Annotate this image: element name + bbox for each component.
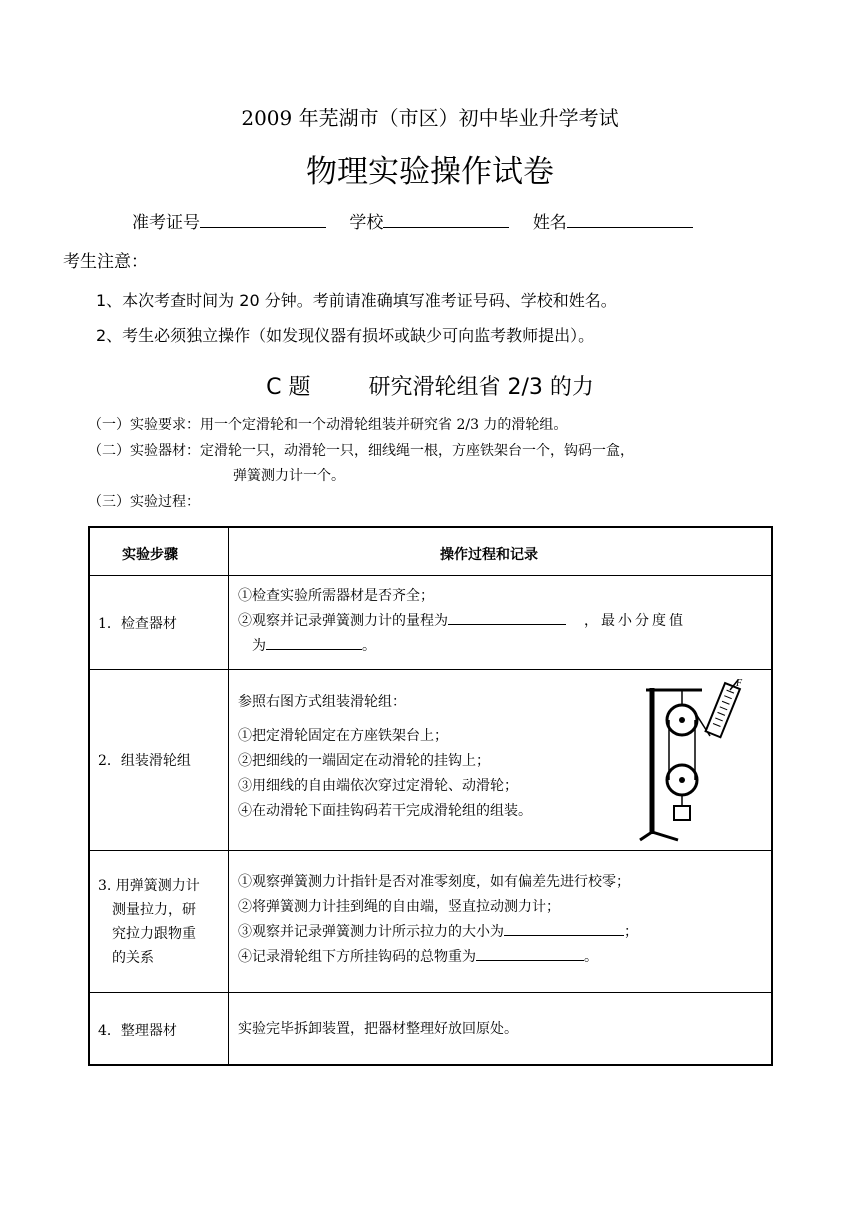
step-name bbox=[98, 874, 226, 970]
notice-item: 2、考生必须独立操作（如发现仪器有损坏或缺少可向监考教师提出）。 bbox=[96, 326, 595, 345]
name-label: 姓名 bbox=[532, 213, 567, 233]
step-op: 参照右图方式组装滑轮组： bbox=[238, 694, 406, 710]
row-divider bbox=[90, 669, 771, 670]
pull-force-blank[interactable] bbox=[504, 921, 624, 936]
header-operation: 操作过程和记录 bbox=[440, 547, 538, 563]
stand-base bbox=[640, 832, 678, 840]
notice-heading: 考生注意： bbox=[63, 252, 148, 272]
op-text: ，最小分度值 bbox=[584, 613, 686, 629]
step-op: ②将弹簧测力计挂到绳的自由端，竖直拉动测力计； bbox=[238, 899, 560, 915]
question-title bbox=[0, 370, 860, 401]
name-blank[interactable] bbox=[567, 213, 693, 228]
step-name-line: 测量拉力，研 bbox=[112, 902, 196, 918]
paper-title: 物理实验操作试卷 bbox=[306, 154, 554, 190]
range-blank[interactable] bbox=[448, 610, 566, 625]
step-name: 2．组装滑轮组 bbox=[98, 753, 191, 769]
step-op: ④在动滑轮下面挂钩码若干完成滑轮组的组装。 bbox=[238, 803, 532, 819]
weight bbox=[674, 806, 690, 820]
fixed-pulley-axle bbox=[679, 717, 685, 723]
school-field[interactable] bbox=[349, 213, 509, 233]
row-divider bbox=[90, 992, 771, 993]
step-op: 实验完毕拆卸装置，把器材整理好放回原处。 bbox=[238, 1021, 518, 1037]
candidate-info bbox=[132, 208, 711, 233]
experiment-materials-continued: 弹簧测力计一个。 bbox=[233, 468, 345, 484]
row-divider bbox=[90, 850, 771, 851]
experiment-requirement: （一）实验要求：用一个定滑轮和一个动滑轮组装并研究省 2/3 力的滑轮组。 bbox=[88, 417, 568, 433]
steps-table bbox=[88, 526, 773, 1066]
op-text: ②观察并记录弹簧测力计的量程为 bbox=[238, 613, 448, 629]
step-name-line: 的关系 bbox=[112, 950, 154, 966]
experiment-materials: （二）实验器材：定滑轮一只，动滑轮一只，细线绳一根，方座铁架台一个，钩码一盒， bbox=[88, 443, 634, 459]
name-field[interactable] bbox=[533, 213, 693, 233]
step-op: ②把细线的一端固定在动滑轮的挂钩上； bbox=[238, 753, 490, 769]
column-divider bbox=[228, 528, 229, 1064]
notice-item: 1、本次考查时间为 20 分钟。考前请准确填写准考证号码、学校和姓名。 bbox=[96, 291, 617, 310]
school-label: 学校 bbox=[349, 213, 384, 233]
question-topic: 研究滑轮组省 2/3 的力 bbox=[368, 375, 594, 400]
spring-scale bbox=[706, 683, 740, 737]
op-text: 。 bbox=[584, 949, 598, 965]
op-text: 。 bbox=[362, 638, 376, 654]
total-weight-blank[interactable] bbox=[476, 946, 584, 961]
step-name: 1．检查器材 bbox=[98, 616, 177, 632]
step-op bbox=[238, 920, 638, 944]
op-text: ； bbox=[624, 924, 638, 940]
division-blank[interactable] bbox=[266, 635, 362, 650]
step-name-line: 3. 用弹簧测力计 bbox=[98, 878, 200, 894]
step-op: ①把定滑轮固定在方座铁架台上； bbox=[238, 728, 448, 744]
row-divider bbox=[90, 575, 771, 576]
question-id: C 题 bbox=[266, 375, 311, 400]
movable-pulley-axle bbox=[679, 777, 685, 783]
step-name-line: 究拉力跟物重 bbox=[112, 926, 196, 942]
admission-number-blank[interactable] bbox=[200, 213, 326, 228]
step-name: 4．整理器材 bbox=[98, 1023, 177, 1039]
pulley-diagram bbox=[638, 676, 750, 844]
op-text: ④记录滑轮组下方所挂钩码的总物重为 bbox=[238, 949, 476, 965]
step-op: ①观察弹簧测力计指针是否对准零刻度，如有偏差先进行校零； bbox=[238, 874, 630, 890]
step-op: ③用细线的自由端依次穿过定滑轮、动滑轮； bbox=[238, 778, 518, 794]
admission-number-label: 准考证号 bbox=[132, 213, 200, 233]
exam-title: 2009 年芜湖市（市区）初中毕业升学考试 bbox=[241, 106, 619, 130]
force-label: F bbox=[736, 678, 743, 689]
school-blank[interactable] bbox=[383, 213, 509, 228]
op-text: ③观察并记录弹簧测力计所示拉力的大小为 bbox=[238, 924, 504, 940]
step-op bbox=[238, 609, 686, 633]
header-step: 实验步骤 bbox=[122, 547, 178, 563]
op-text: 为 bbox=[252, 638, 266, 654]
experiment-process-heading: （三）实验过程： bbox=[88, 494, 200, 510]
step-op: ①检查实验所需器材是否齐全； bbox=[238, 588, 434, 604]
admission-number-field[interactable] bbox=[132, 213, 326, 233]
step-op bbox=[238, 945, 598, 969]
step-op bbox=[252, 634, 376, 658]
